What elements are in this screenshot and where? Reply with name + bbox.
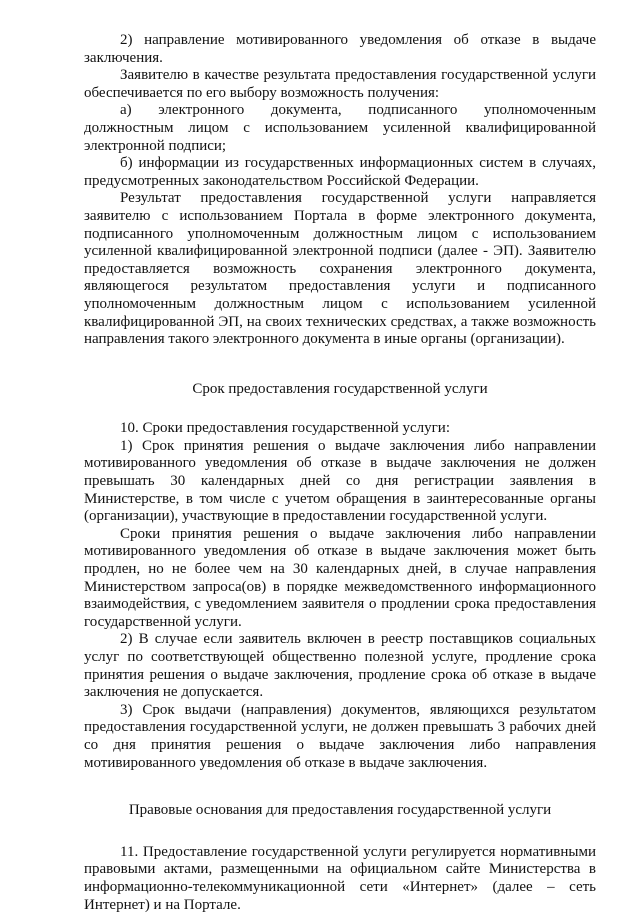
document-page: [84, 32, 596, 914]
paragraph-terms-extension: Сроки принятия решения о выдаче заключения либо направлении мотивированного уведомления об отказе в выдаче заключения может быть продлен, но не более чем на 30 календарных дней, в случае направления Министерством запроса(ов) в порядке межведомственного информационного взаимодействия, с уведомлением заявителя о продлении срока предоставления государственной услуги.: [84, 525, 596, 630]
section-heading-terms: Срок предоставления государственной услуги: [192, 380, 488, 397]
paragraph-option-b: б) информации из государственных информационных систем в случаях, предусмотренных законодательством Российской Федерации.: [84, 155, 596, 189]
paragraph-result-delivery: Результат предоставления государственной услуги направляется заявителю с использованием Портала в форме электронного документа, подписанного уполномоченным должностным лицом с использованием усиленной квалифицированной электронной подписи (далее - ЭП). Заявителю предоставляется возможность сохранения электронного документа, являющегося результатом предоставления услуги и подписанного уполномоченным должностным лицом с использованием усиленной квалифицированной ЭП, на своих технических средствах, а также возможность направления такого электронного документа в иные органы (организации).: [84, 190, 596, 348]
paragraph-terms-2: 2) В случае если заявитель включен в реестр поставщиков социальных услуг по соответствующей общественно полезной услуге, продление срока принятия решения о выдаче заключения, продление срока об отказе в выдаче заключения не допускается.: [84, 631, 596, 701]
paragraph-legal-basis-11: 11. Предоставление государственной услуги регулируется нормативными правовыми актами, размещенными на официальном сайте Министерства в информационно-телекоммуникационной сети «Интернет» (далее – сеть Интернет) и на Портале.: [84, 843, 596, 913]
paragraph-option-a: а) электронного документа, подписанного уполномоченным должностным лицом с использованием усиленной квалифицированной электронной подписи;: [84, 102, 596, 154]
paragraph-result-item-2: 2) направление мотивированного уведомления об отказе в выдаче заключения.: [84, 32, 596, 66]
paragraph-terms-1: 1) Срок принятия решения о выдаче заключения либо направлении мотивированного уведомления об отказе в выдаче заключения не должен превышать 30 календарных дней со дня регистрации заявления в Министерстве, в том числе с учетом обращения в заинтересованные органы (организации), участвующие в предоставлении государственной услуги.: [84, 437, 596, 525]
section-heading-legal-basis: Правовые основания для предоставления государственной услуги: [128, 802, 552, 819]
paragraph-result-options: Заявителю в качестве результата предоставления государственной услуги обеспечивается по его выбору возможность получения:: [84, 67, 596, 101]
paragraph-terms-intro: 10. Сроки предоставления государственной услуги:: [120, 420, 450, 437]
paragraph-terms-3: 3) Срок выдачи (направления) документов, являющихся результатом предоставления государственной услуги, не должен превышать 3 рабочих дней со дня принятия решения о выдаче заключения либо направления мотивированного уведомления об отказе в выдаче заключения.: [84, 701, 596, 771]
